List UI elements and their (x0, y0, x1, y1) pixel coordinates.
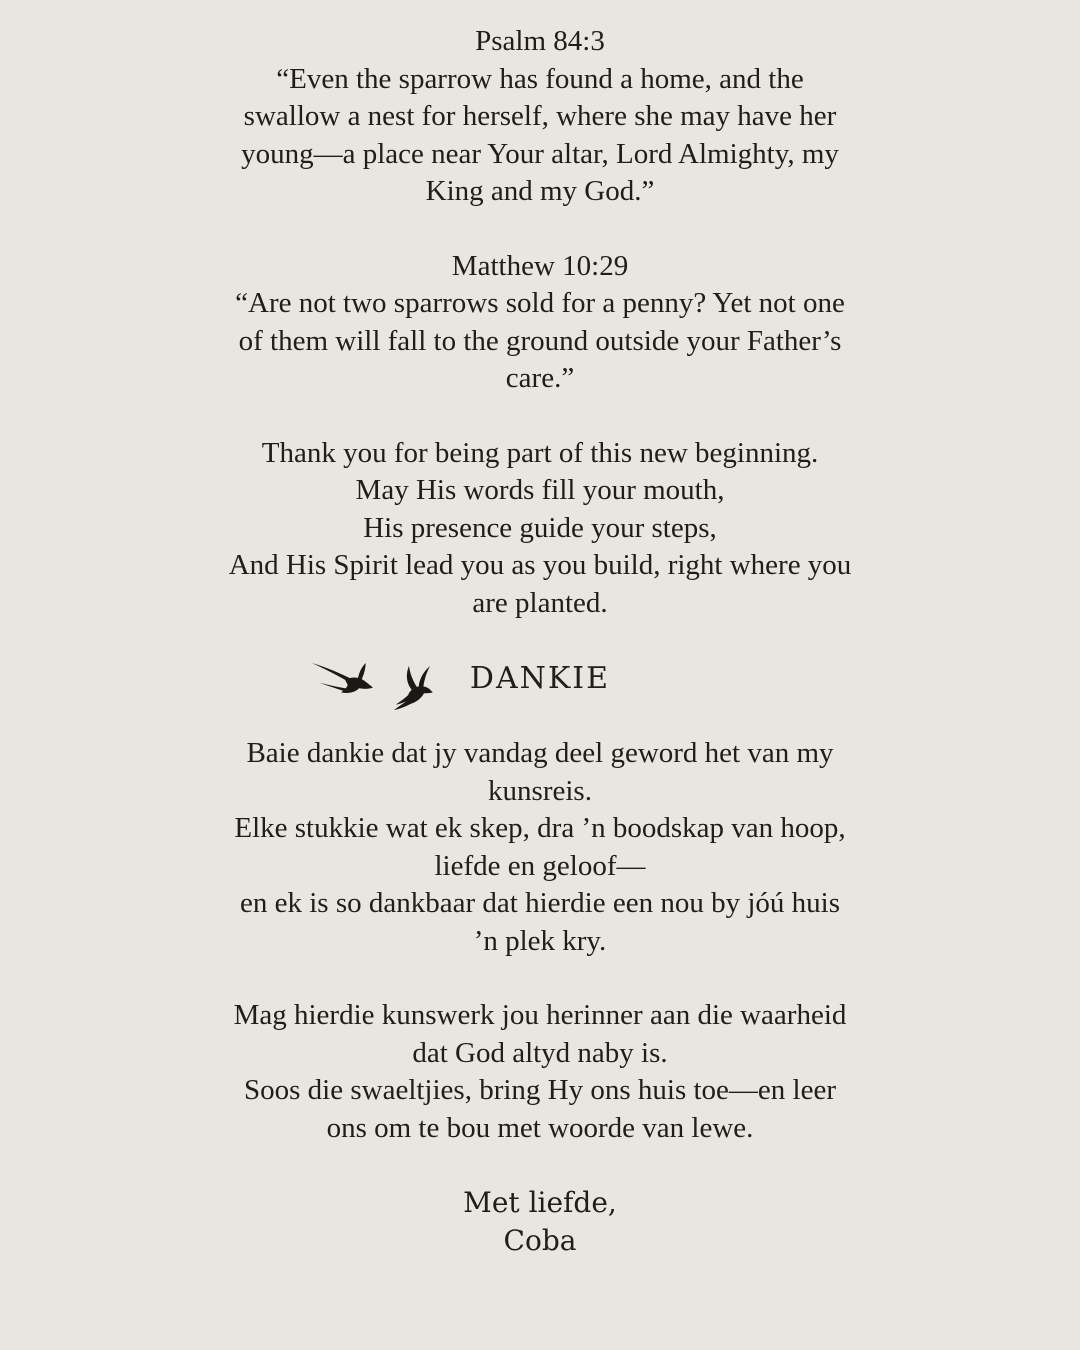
text-line: King and my God.” (425, 175, 655, 207)
afrikaans-blessing-section (0, 997, 1080, 1147)
text-line: His presence guide your steps, (363, 511, 717, 544)
text-line: Baie dankie dat jy vandag deel geword het van my (246, 737, 834, 769)
text-line: Elke stukkie wat ek skep, dra ’n boodskap van hoop, (234, 812, 846, 844)
text-line: “Even the sparrow has found a home, and the (276, 62, 804, 95)
text-line: swallow a nest for herself, where she may have her (243, 100, 837, 132)
text-line: dat God altyd naby is. (412, 1036, 668, 1069)
matthew-reference: Matthew 10:29 (451, 249, 629, 282)
text-line: care.” (505, 362, 575, 394)
text-line: Mag hierdie kunswerk jou herinner aan die waarheid (233, 999, 847, 1031)
english-blessing-section (0, 435, 1080, 623)
dankie-heading-row (0, 660, 1080, 698)
dankie-heading: DANKIE (469, 661, 611, 696)
text-line: Soos die swaeltjies, bring Hy ons huis toe—en leer (244, 1074, 836, 1106)
text-line: “Are not two sparrows sold for a penny? Yet not one (235, 287, 845, 319)
text-line: en ek is so dankbaar dat hierdie een nou by jóú huis (240, 887, 840, 919)
text-line: ons om te bou met woorde van lewe. (326, 1111, 754, 1144)
text-line: Thank you for being part of this new beginning. (261, 436, 819, 469)
psalm-reference: Psalm 84:3 (475, 25, 605, 57)
text-line: of them will fall to the ground outside your Father’s (238, 324, 842, 357)
swallow-flying-icon (392, 665, 433, 711)
psalm-section (0, 23, 1080, 211)
signature-name: Coba (503, 1223, 577, 1257)
text-line: liefde en geloof— (434, 849, 646, 882)
closing-section (0, 1184, 1080, 1259)
text-line: May His words fill your mouth, (355, 474, 725, 506)
text-line: are planted. (472, 586, 608, 619)
afrikaans-thanks-section (0, 735, 1080, 960)
swallow-diving-icon (311, 662, 373, 695)
text-line: ’n plek kry. (473, 924, 607, 957)
text-line: young—a place near Your altar, Lord Almighty, my (241, 137, 839, 170)
text-line: kunsreis. (488, 774, 592, 807)
matthew-section (0, 248, 1080, 398)
signoff-line: Met liefde, (463, 1186, 617, 1219)
text-line: And His Spirit lead you as you build, right where you (228, 549, 852, 581)
